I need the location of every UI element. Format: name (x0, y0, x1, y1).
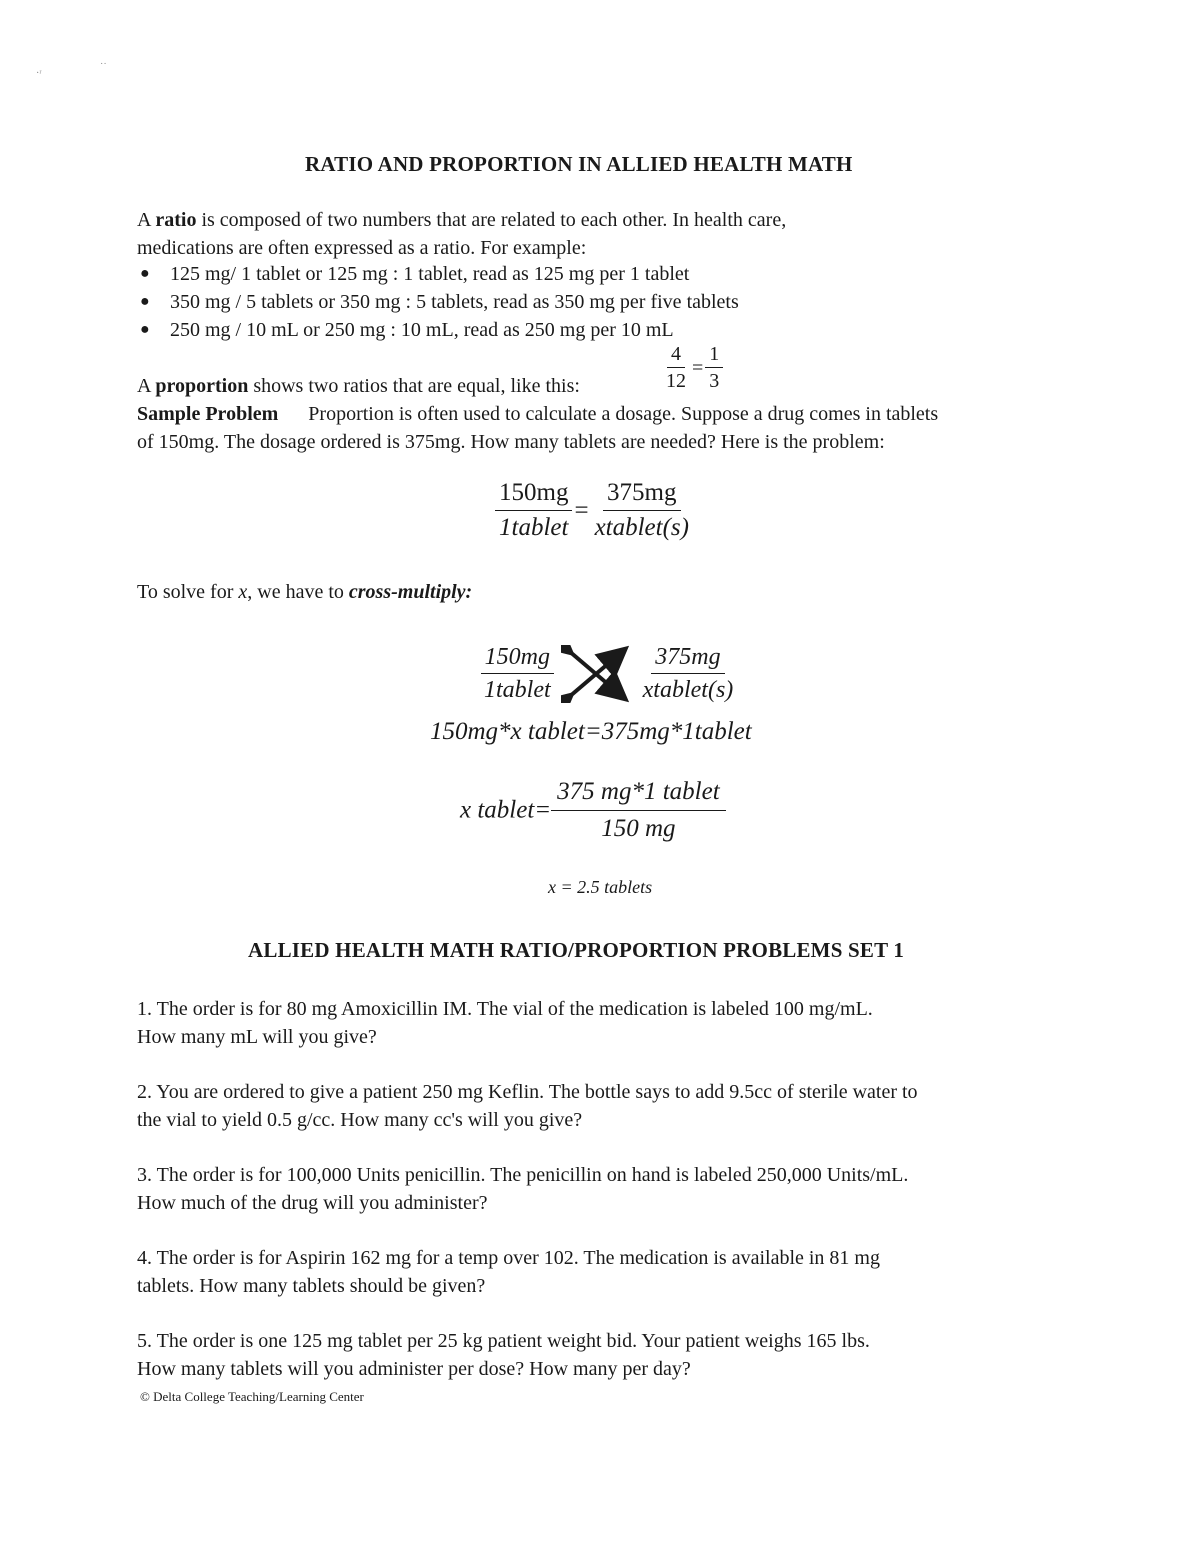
equals-sign: = (692, 356, 704, 379)
intro-line-1 (137, 206, 786, 234)
fraction-1-3 (705, 343, 723, 392)
list-item-text: 350 mg / 5 tablets or 350 mg : 5 tablets, read as 350 mg per five tablets (170, 291, 739, 313)
fraction-numerator: 150mg (495, 478, 572, 511)
sample-problem-label: Sample Problem (137, 403, 279, 425)
fraction-left (495, 478, 572, 543)
problem-2 (137, 1078, 918, 1134)
fraction-solve (551, 776, 726, 845)
intro-line-2: medications are often expressed as a ratio. For example: (137, 237, 587, 259)
fraction-numerator: 1 (705, 343, 723, 368)
list-item-text: 125 mg/ 1 tablet or 125 mg : 1 tablet, read as 125 mg per 1 tablet (170, 263, 690, 285)
fraction-right (591, 478, 693, 543)
bullet-icon: ● (140, 293, 150, 310)
fraction-denominator: 3 (709, 370, 720, 392)
fraction-4-12 (662, 343, 690, 392)
fraction-numerator: 4 (667, 343, 685, 368)
equation-cross-product: 150mg*x tablet=375mg*1tablet (430, 718, 752, 745)
cross-arrows-icon (561, 645, 633, 703)
list-item (140, 288, 739, 316)
intro-a: A (137, 209, 156, 231)
sample-line-2: of 150mg. The dosage ordered is 375mg. How many tablets are needed? Here is the problem: (137, 431, 885, 453)
problem-line: 1. The order is for 80 mg Amoxicillin IM. The vial of the medication is labeled 100 mg/mL. (137, 998, 873, 1020)
equation-solve (460, 776, 726, 845)
problem-line: 4. The order is for Aspirin 162 mg for a temp over 102. The medication is available in 81 mg (137, 1247, 880, 1269)
fraction-denominator: 1tablet (499, 514, 569, 541)
cross-multiply-term: cross-multiply: (348, 581, 473, 603)
list-item-text: 250 mg / 10 mL or 250 mg : 10 mL, read as 250 mg per 10 mL (170, 319, 674, 341)
page-title: RATIO AND PROPORTION IN ALLIED HEALTH MATH (305, 152, 853, 176)
sample-line-1 (137, 400, 938, 428)
section-title: ALLIED HEALTH MATH RATIO/PROPORTION PROBLEMS SET 1 (248, 938, 905, 962)
problem-5 (137, 1327, 870, 1383)
equation-setup (495, 478, 693, 543)
problem-line: How many tablets will you administer per dose? How many per day? (137, 1358, 691, 1380)
cross-multiply-line (137, 578, 472, 606)
fraction-denominator: xtablet(s) (594, 514, 689, 541)
cross-multiply-diagram (480, 643, 737, 704)
bullet-icon: ● (140, 265, 150, 282)
proportion-line (137, 372, 580, 400)
fraction-numerator: 375mg (603, 478, 680, 511)
problem-line: 3. The order is for 100,000 Units penicillin. The penicillin on hand is labeled 250,000 Units/mL. (137, 1164, 909, 1186)
equals-sign: = (574, 496, 589, 524)
cross-mid: , we have to (247, 581, 349, 603)
list-item (140, 260, 690, 288)
problem-1 (137, 995, 873, 1051)
problem-line: How much of the drug will you administer? (137, 1192, 488, 1214)
variable-x: x (238, 581, 248, 603)
proportion-example (662, 343, 723, 392)
problem-3 (137, 1161, 908, 1217)
fraction-left (480, 643, 555, 704)
fraction-numerator: 375 mg*1 tablet (551, 776, 726, 811)
problem-line: tablets. How many tablets should be given? (137, 1275, 486, 1297)
cross-prefix: To solve for (137, 581, 239, 603)
ratio-term: ratio (155, 209, 197, 231)
bullet-icon: ● (140, 321, 150, 338)
proportion-rest: shows two ratios that are equal, like this: (248, 375, 580, 397)
proportion-a: A (137, 375, 156, 397)
intro-line1-rest: is composed of two numbers that are related to each other. In health care, (196, 209, 787, 231)
copyright-footer: © Delta College Teaching/Learning Center (140, 1389, 364, 1404)
sample-line1-text: Proportion is often used to calculate a dosage. Suppose a drug comes in tablets (308, 403, 939, 425)
fraction-denominator: 150 mg (601, 815, 676, 842)
scan-artifact: ·ʳ (36, 68, 42, 79)
fraction-denominator: xtablet(s) (642, 677, 734, 703)
proportion-term: proportion (155, 375, 249, 397)
problem-4 (137, 1244, 880, 1300)
scan-artifact: ˙˙ (100, 62, 107, 73)
fraction-denominator: 12 (666, 370, 686, 392)
fraction-right (639, 643, 738, 704)
problem-line: 5. The order is one 125 mg tablet per 25 kg patient weight bid. Your patient weighs 165 lbs. (137, 1330, 870, 1352)
equation-lhs: x tablet= (460, 796, 552, 824)
problem-line: 2. You are ordered to give a patient 250 mg Keflin. The bottle says to add 9.5cc of sterile water to (137, 1081, 918, 1103)
fraction-numerator: 150mg (481, 643, 554, 674)
equation-answer: x = 2.5 tablets (548, 877, 653, 897)
list-item (140, 316, 674, 344)
problem-line: How many mL will you give? (137, 1026, 377, 1048)
fraction-numerator: 375mg (651, 643, 724, 674)
problem-line: the vial to yield 0.5 g/cc. How many cc's will you give? (137, 1109, 583, 1131)
fraction-denominator: 1tablet (484, 677, 551, 703)
